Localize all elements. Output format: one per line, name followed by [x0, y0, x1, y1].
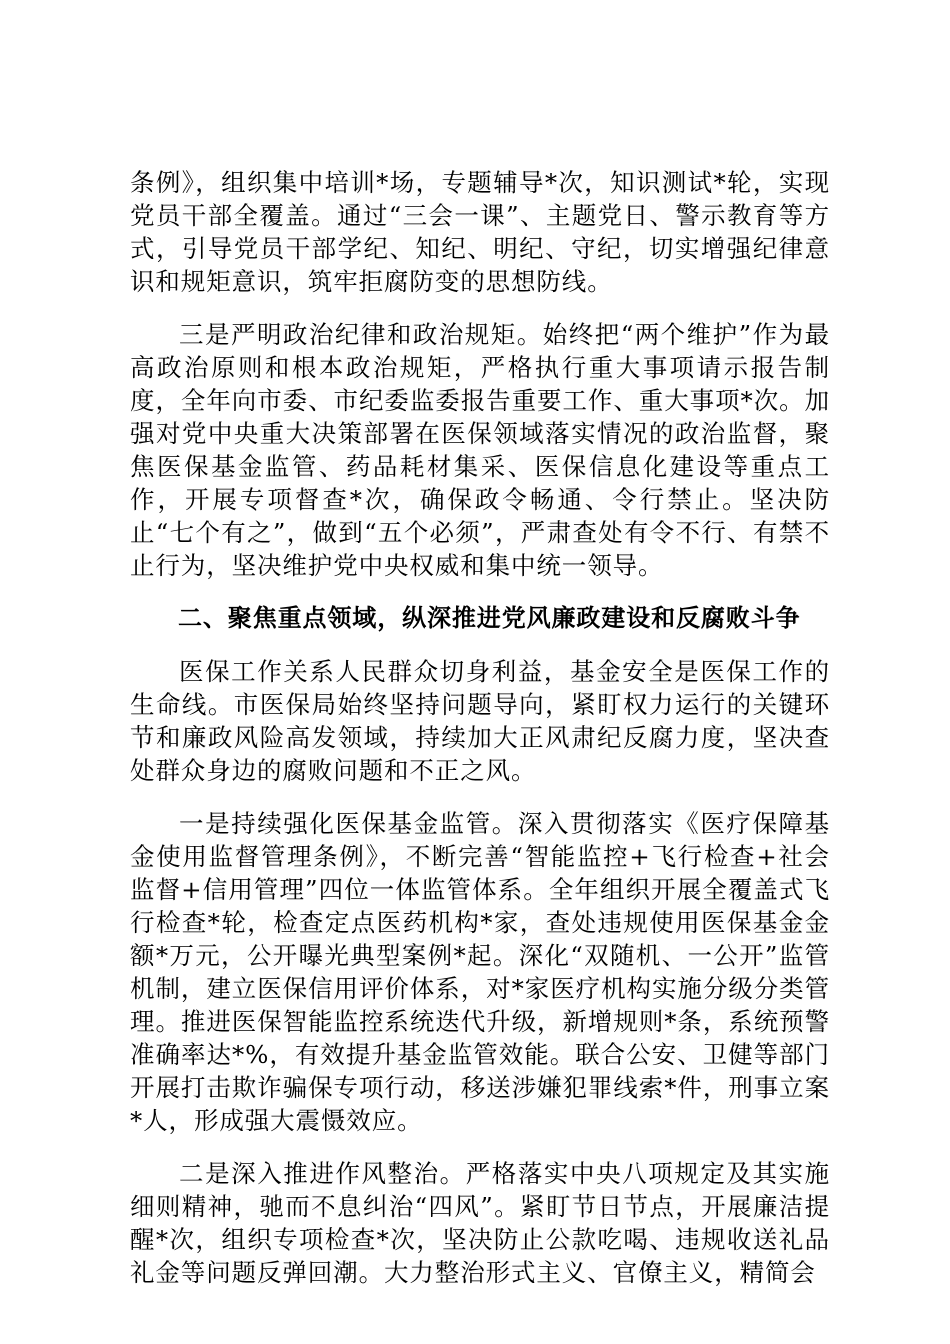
paragraph-style-rectification: 二是深入推进作风整治。严格落实中央八项规定及其实施细则精神，驰而不息纠治“四风”。紧盯节日节点，开展廉洁提醒*次，组织专项检查*次，坚决防止公款吃喝、违规收送礼品礼金等问题反弹回潮。大力整治形式主义、官僚主义，精简会 — [130, 1159, 830, 1287]
document-body — [130, 166, 830, 1309]
paragraph-political-discipline: 三是严明政治纪律和政治规矩。始终把“两个维护”作为最高政治原则和根本政治规矩，严格执行重大事项请示报告制度，全年向市委、市纪委监委报告重要工作、重大事项*次。加强对党中央重大决策部署在医保领域落实情况的政治监督，聚焦医保基金监管、药品耗材集采、医保信息化建设等重点工作，开展专项督查*次，确保政令畅通、令行禁止。坚决防止“七个有之”，做到“五个必须”，严肃查处有令不行、有禁不止行为，坚决维护党中央权威和集中统一领导。 — [130, 320, 830, 580]
paragraph-fund-supervision: 一是持续强化医保基金监管。深入贯彻落实《医疗保障基金使用监督管理条例》，不断完善“智能监控+飞行检查+社会监督+信用管理”四位一体监管体系。全年组织开展全覆盖式飞行检查*轮，检查定点医药机构*家，查处违规使用医保基金金额*万元，公开曝光典型案例*起。深化“双随机、一公开”监管机制，建立医保信用评价体系，对*家医疗机构实施分级分类管理。推进医保智能监控系统迭代升级，新增规则*条，系统预警准确率达*%，有效提升基金监管效能。联合公安、卫健等部门开展打击欺诈骗保专项行动，移送涉嫌犯罪线索*件，刑事立案*人，形成强大震慑效应。 — [130, 809, 830, 1135]
section-heading: 二、聚焦重点领域，纵深推进党风廉政建设和反腐败斗争 — [178, 604, 801, 632]
paragraph-section-intro: 医保工作关系人民群众切身利益，基金安全是医保工作的生命线。市医保局始终坚持问题导向，紧盯权力运行的关键环节和廉政风险高发领域，持续加大正风肃纪反腐力度，坚决查处群众身边的腐败问题和不正之风。 — [130, 657, 830, 785]
paragraph-continuation: 条例》，组织集中培训*场，专题辅导*次，知识测试*轮，实现党员干部全覆盖。通过“三会一课”、主题党日、警示教育等方式，引导党员干部学纪、知纪、明纪、守纪，切实增强纪律意识和规矩意识，筑牢拒腐防变的思想防线。 — [130, 168, 830, 296]
